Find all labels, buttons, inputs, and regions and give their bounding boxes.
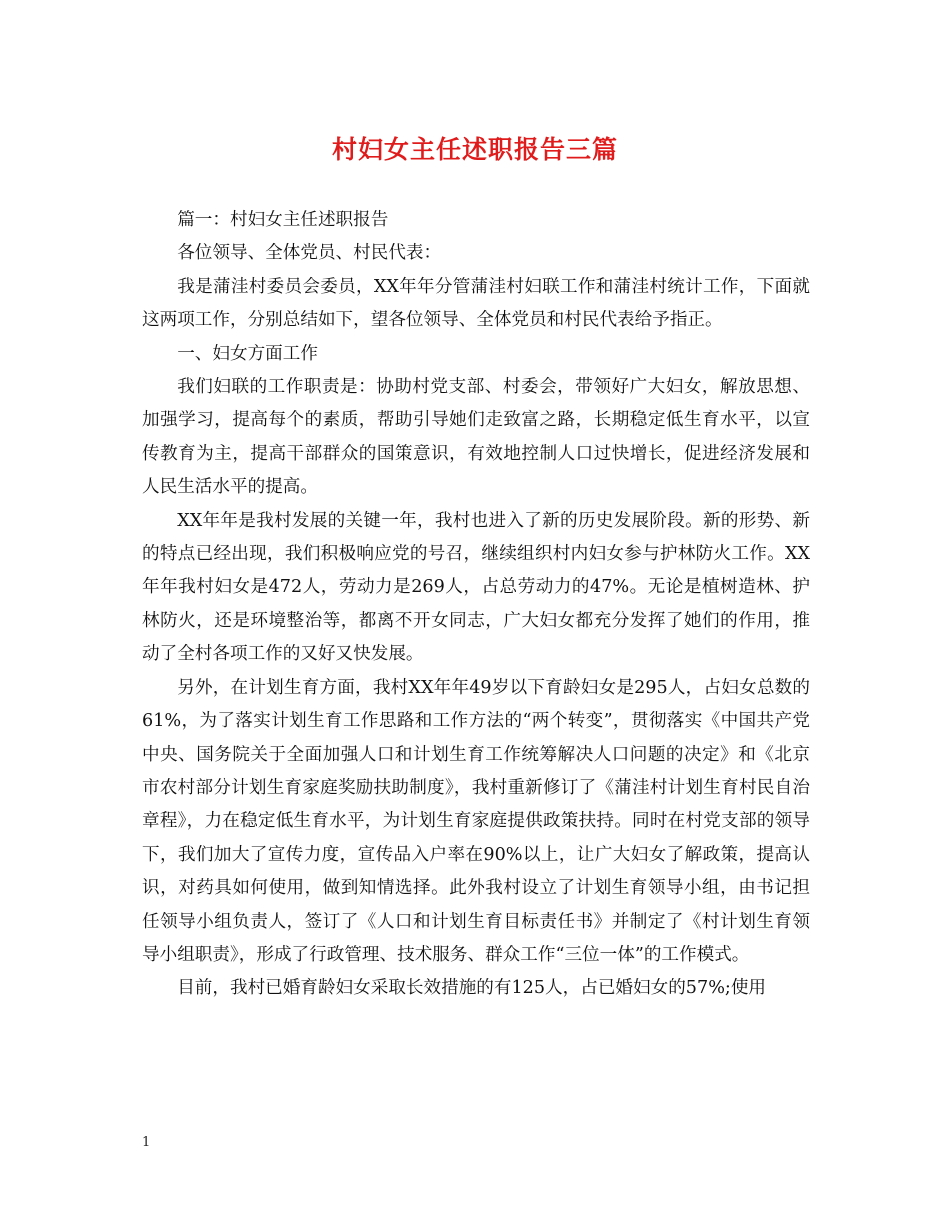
body-paragraph: 另外，在计划生育方面，我村XX年年49岁以下育龄妇女是295人，占妇女总数的61%，为了落实计划生育工作思路和工作方法的“两个转变”，贯彻落实《中国共产党中央、国务院关于全面加强人口和计划生育工作统筹解决人口问题的决定》和《北京市农村部分计划生育家庭奖励扶助制度》，我村重新修订了《蒲洼村计划生育村民自治章程》，力在稳定低生育水平，为计划生育家庭提供政策扶持。同时在村党支部的领导下，我们加大了宣传力度，宣传品入户率在90%以上，让广大妇女了解政策，提高认识，对药具如何使用，做到知情选择。此外我村设立了计划生育领导小组，由书记担任领导小组负责人，签订了《人口和计划生育目标责任书》并制定了《村计划生育领导小组职责》，形成了行政管理、技术服务、群众工作“三位一体”的工作模式。 <box>142 677 810 965</box>
body-paragraph: XX年年是我村发展的关键一年，我村也进入了新的历史发展阶段。新的形势、新的特点已经出现，我们积极响应党的号召，继续组织村内妇女参与护林防火工作。XX年年我村妇女是472人，劳动力是269人，占总劳动力的47%。无论是植树造林、护林防火，还是环境整治等，都离不开女同志，广大妇女都充分发挥了她们的作用，推动了全村各项工作的又好又快发展。 <box>142 510 810 665</box>
section-heading: 篇一：村妇女主任述职报告 <box>177 210 389 230</box>
body-paragraph: 目前，我村已婚育龄妇女采取长效措施的有125人，占已婚妇女的57%;使用 <box>177 978 767 999</box>
body-paragraph: 我们妇联的工作职责是：协助村党支部、村委会，带领好广大妇女，解放思想、加强学习，提高每个的素质，帮助引导她们走致富之路，长期稳定低生育水平，以宣传教育为主，提高干部群众的国策意识，有效地控制人口过快增长，促进经济发展和人民生活水平的提高。 <box>142 377 810 498</box>
document-title: 村妇女主任述职报告三篇 <box>331 135 618 164</box>
document-body <box>142 204 810 1006</box>
subsection-heading: 一、妇女方面工作 <box>177 343 318 364</box>
page-number: 1 <box>142 1135 151 1150</box>
salutation: 各位领导、全体党员、村民代表： <box>177 243 442 264</box>
body-paragraph: 我是蒲洼村委员会委员，XX年年分管蒲洼村妇联工作和蒲洼村统计工作，下面就这两项工作，分别总结如下，望各位领导、全体党员和村民代表给予指正。 <box>142 276 810 331</box>
